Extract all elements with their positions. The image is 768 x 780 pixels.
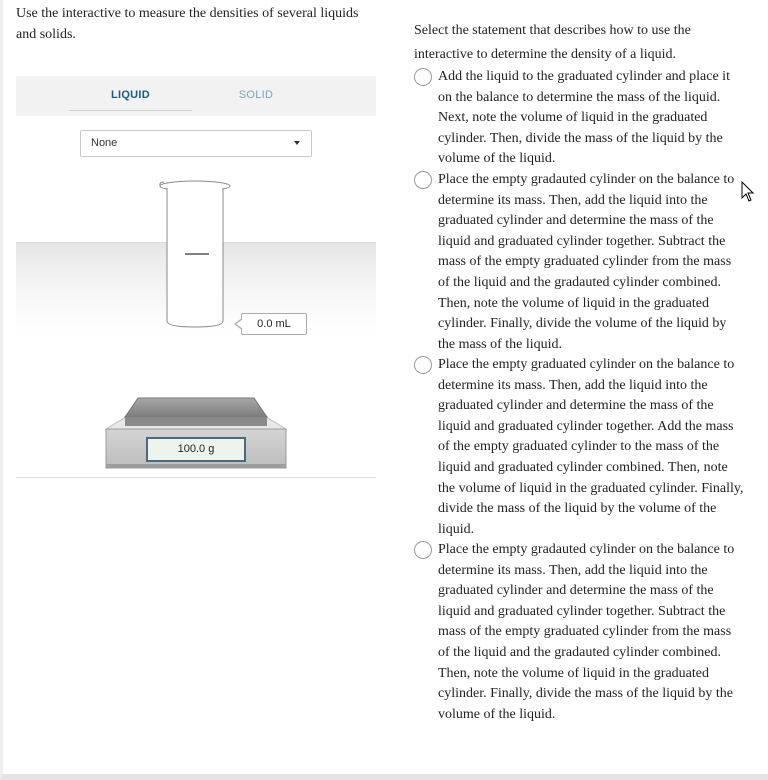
answer-option-text: Place the empty gradauted cylinder on the balance to determine its mass. Then, add the liquid into the graduated cylinder and determine the mass of the liquid and graduated cylinder together. Subtract the mass of the empty graduated cylinder from the mass of the liquid and the gradauted cylinder combined. Then, note the volume of liquid in the graduated cylinder. Finally, divide the volume of the liquid by the mass of the liquid.	[438, 172, 735, 352]
tab-solid[interactable]: SOLID	[238, 89, 274, 101]
mouse-cursor-icon	[741, 181, 755, 203]
radio-button[interactable]	[414, 541, 432, 559]
answer-option[interactable]	[414, 540, 744, 725]
graduated-cylinder[interactable]	[158, 178, 232, 330]
mass-readout: 100.0 g	[146, 437, 246, 462]
chevron-down-icon	[294, 141, 300, 145]
balance-pan	[125, 398, 267, 417]
interactive-tab-bar	[16, 76, 376, 116]
radio-button[interactable]	[414, 171, 432, 189]
answer-option-text: Place the empty graduated cylinder on the balance to determine its mass. Then, add the liquid into the graduated cylinder and determine the mass of the liquid and graduated cylinder together. Add the mass of the empty graduated cylinder to the mass of the liquid and graduated cylinder combined. Then, note the volume of liquid in the graduated cylinder. Finally, divide the mass of the liquid by the volume of the liquid.	[438, 357, 744, 537]
tab-liquid[interactable]: LIQUID	[69, 76, 192, 111]
volume-callout-pointer-fill	[236, 319, 243, 329]
answer-option[interactable]	[414, 170, 744, 355]
question-prompt: Select the statement that describes how to use the interactive to determine the density of a liquid.	[414, 23, 691, 62]
volume-readout: 0.0 mL	[241, 313, 307, 335]
radio-button[interactable]	[414, 68, 432, 86]
intro-text: Use the interactive to measure the densities of several liquids and solids.	[16, 6, 359, 42]
answer-option[interactable]	[414, 67, 744, 170]
answer-option-text: Place the empty gradauted cylinder on the balance to determine its mass. Then, add the liquid into the graduated cylinder and determine the mass of the liquid and graduated cylinder together. Subtract the mass of the empty graduated cylinder from the mass of the liquid and the gradauted cylinder combined. Then, note the volume of liquid in the graduated cylinder. Finally, divide the mass of the liquid by the volume of the liquid.	[438, 542, 735, 722]
answer-option-text: Add the liquid to the graduated cylinder and place it on the balance to determine the mass of the liquid. Next, note the volume of liquid in the graduated cylinder. Then, divide the mass of the liquid by the volume of the liquid.	[438, 69, 730, 167]
answer-option[interactable]	[414, 355, 744, 540]
radio-button[interactable]	[414, 356, 432, 374]
liquid-select[interactable]	[80, 130, 312, 157]
liquid-select-value: None	[91, 137, 118, 149]
